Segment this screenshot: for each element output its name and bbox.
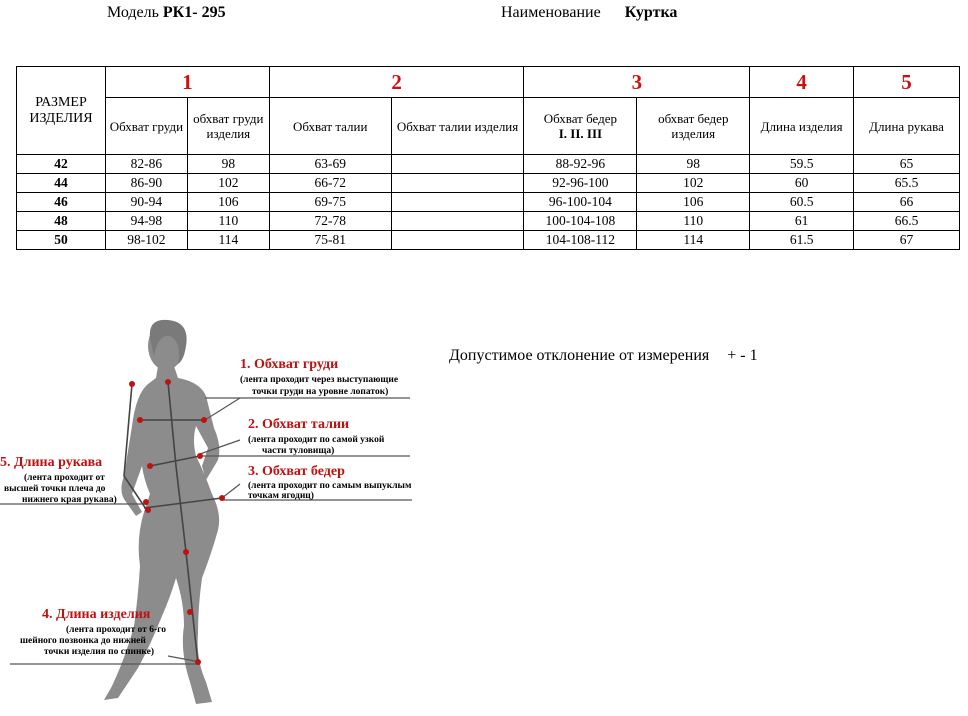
label-length-line-2: шейного позвонка до нижней (20, 636, 146, 646)
model-header (107, 4, 226, 22)
group-number-1: 1 (105, 67, 269, 98)
label-length-line-3: точки изделия по спинке) (44, 647, 155, 657)
label-sleeve (0, 455, 117, 505)
table-row (17, 231, 960, 250)
label-sleeve-line-3: нижнего края рукава) (22, 495, 117, 505)
point-shoulder (129, 381, 135, 387)
table-cell: 104-108-112 (524, 231, 637, 250)
label-sleeve-line-1: (лента проходит от (24, 473, 105, 483)
table-cell: 65.5 (854, 174, 960, 193)
table-cell: 110 (637, 212, 750, 231)
group-number-2: 2 (269, 67, 524, 98)
table-cell: 66-72 (269, 174, 391, 193)
table-cell (391, 212, 524, 231)
group-number-5: 5 (854, 67, 960, 98)
table-cell: 100-104-108 (524, 212, 637, 231)
point-knee (183, 549, 189, 555)
tolerance-value: + - 1 (727, 347, 758, 364)
size-cell: 46 (17, 193, 106, 212)
table-cell: 72-78 (269, 212, 391, 231)
table-cell: 106 (187, 193, 269, 212)
label-length (20, 607, 166, 657)
group-number-4: 4 (750, 67, 854, 98)
model-value: РК1- 295 (162, 4, 226, 21)
size-cell: 44 (17, 174, 106, 193)
table-cell: 82-86 (105, 155, 187, 174)
label-sleeve-line-2: высшей точки плеча до (4, 484, 106, 494)
leader-hips (222, 484, 240, 498)
table-cell: 110 (187, 212, 269, 231)
table-cell: 75-81 (269, 231, 391, 250)
subheader-hips-variants: I. II. III (558, 126, 603, 141)
point-hip-left (145, 507, 151, 513)
table-cell: 94-98 (105, 212, 187, 231)
tolerance-text: Допустимое отклонение от измерения (449, 347, 710, 364)
table-cell (391, 193, 524, 212)
table-cell: 60 (750, 174, 854, 193)
label-waist-line-2: части туловища) (262, 446, 335, 456)
size-cell: 50 (17, 231, 106, 250)
subheader-hips (524, 98, 637, 155)
table-cell (391, 155, 524, 174)
subheader-waist: Обхват талии (269, 98, 391, 155)
subheader-hips-garment: обхват бедер изделия (637, 98, 750, 155)
label-hips-title: 3. Обхват бедер (248, 464, 345, 479)
subheader-sleeve: Длина рукава (854, 98, 960, 155)
subheader-length: Длина изделия (750, 98, 854, 155)
table-row (17, 193, 960, 212)
table-cell: 66 (854, 193, 960, 212)
table-cell (391, 231, 524, 250)
label-chest (240, 357, 398, 397)
label-hips-line-2: точкам ягодиц) (248, 491, 314, 501)
label-hips (248, 464, 412, 501)
label-waist-line-1: (лента проходит по самой узкой (248, 435, 385, 445)
point-wrist (143, 499, 149, 505)
table-cell: 98 (637, 155, 750, 174)
name-value: Куртка (624, 4, 678, 21)
table-row (17, 174, 960, 193)
tolerance-note (449, 347, 758, 365)
group-number-3: 3 (524, 67, 750, 98)
label-waist (248, 417, 385, 456)
table-cell: 86-90 (105, 174, 187, 193)
table-cell: 67 (854, 231, 960, 250)
table-cell: 98 (187, 155, 269, 174)
point-waist-right (197, 453, 203, 459)
subheader-hips-label: Обхват бедер (543, 111, 618, 126)
table-cell: 114 (187, 231, 269, 250)
table-row (17, 212, 960, 231)
table-cell: 65 (854, 155, 960, 174)
table-cell: 102 (187, 174, 269, 193)
table-cell: 61 (750, 212, 854, 231)
table-cell: 106 (637, 193, 750, 212)
table-cell (391, 174, 524, 193)
label-chest-line-1: (лента проходит через выступающие (240, 375, 399, 385)
size-header: РАЗМЕР ИЗДЕЛИЯ (17, 67, 106, 155)
size-cell: 42 (17, 155, 106, 174)
label-sleeve-title: 5. Длина рукава (0, 455, 103, 470)
size-rows (17, 155, 960, 250)
table-cell: 69-75 (269, 193, 391, 212)
measurement-figure (0, 316, 440, 716)
label-length-line-1: (лента проходит от 6-го (66, 625, 166, 635)
point-bottom (195, 659, 201, 665)
name-label: Наименование (501, 4, 601, 21)
point-chest-right (201, 417, 207, 423)
subheader-chest-garment: обхват груди изделия (187, 98, 269, 155)
subheader-waist-garment: Обхват талии изделия (391, 98, 524, 155)
subheader-chest: Обхват груди (105, 98, 187, 155)
table-row (17, 155, 960, 174)
name-header (501, 4, 677, 22)
table-cell: 90-94 (105, 193, 187, 212)
label-hips-line-1: (лента проходит по самым выпуклым (248, 481, 412, 491)
point-hip-right (219, 495, 225, 501)
label-length-title: 4. Длина изделия (42, 607, 151, 622)
table-cell: 92-96-100 (524, 174, 637, 193)
size-table (16, 66, 960, 250)
table-cell: 66.5 (854, 212, 960, 231)
point-chest-left (137, 417, 143, 423)
leader-chest (205, 398, 240, 420)
table-cell: 102 (637, 174, 750, 193)
label-chest-line-2: точки груди на уровне лопаток) (252, 387, 389, 397)
size-cell: 48 (17, 212, 106, 231)
point-neck (165, 379, 171, 385)
table-cell: 114 (637, 231, 750, 250)
table-cell: 96-100-104 (524, 193, 637, 212)
table-cell: 59.5 (750, 155, 854, 174)
point-thigh (187, 609, 193, 615)
table-cell: 60.5 (750, 193, 854, 212)
point-waist-left (147, 463, 153, 469)
label-waist-title: 2. Обхват талии (248, 417, 350, 432)
table-cell: 63-69 (269, 155, 391, 174)
table-cell: 98-102 (105, 231, 187, 250)
table-cell: 61.5 (750, 231, 854, 250)
model-label: Модель (107, 4, 159, 21)
table-cell: 88-92-96 (524, 155, 637, 174)
label-chest-title: 1. Обхват груди (240, 357, 339, 372)
